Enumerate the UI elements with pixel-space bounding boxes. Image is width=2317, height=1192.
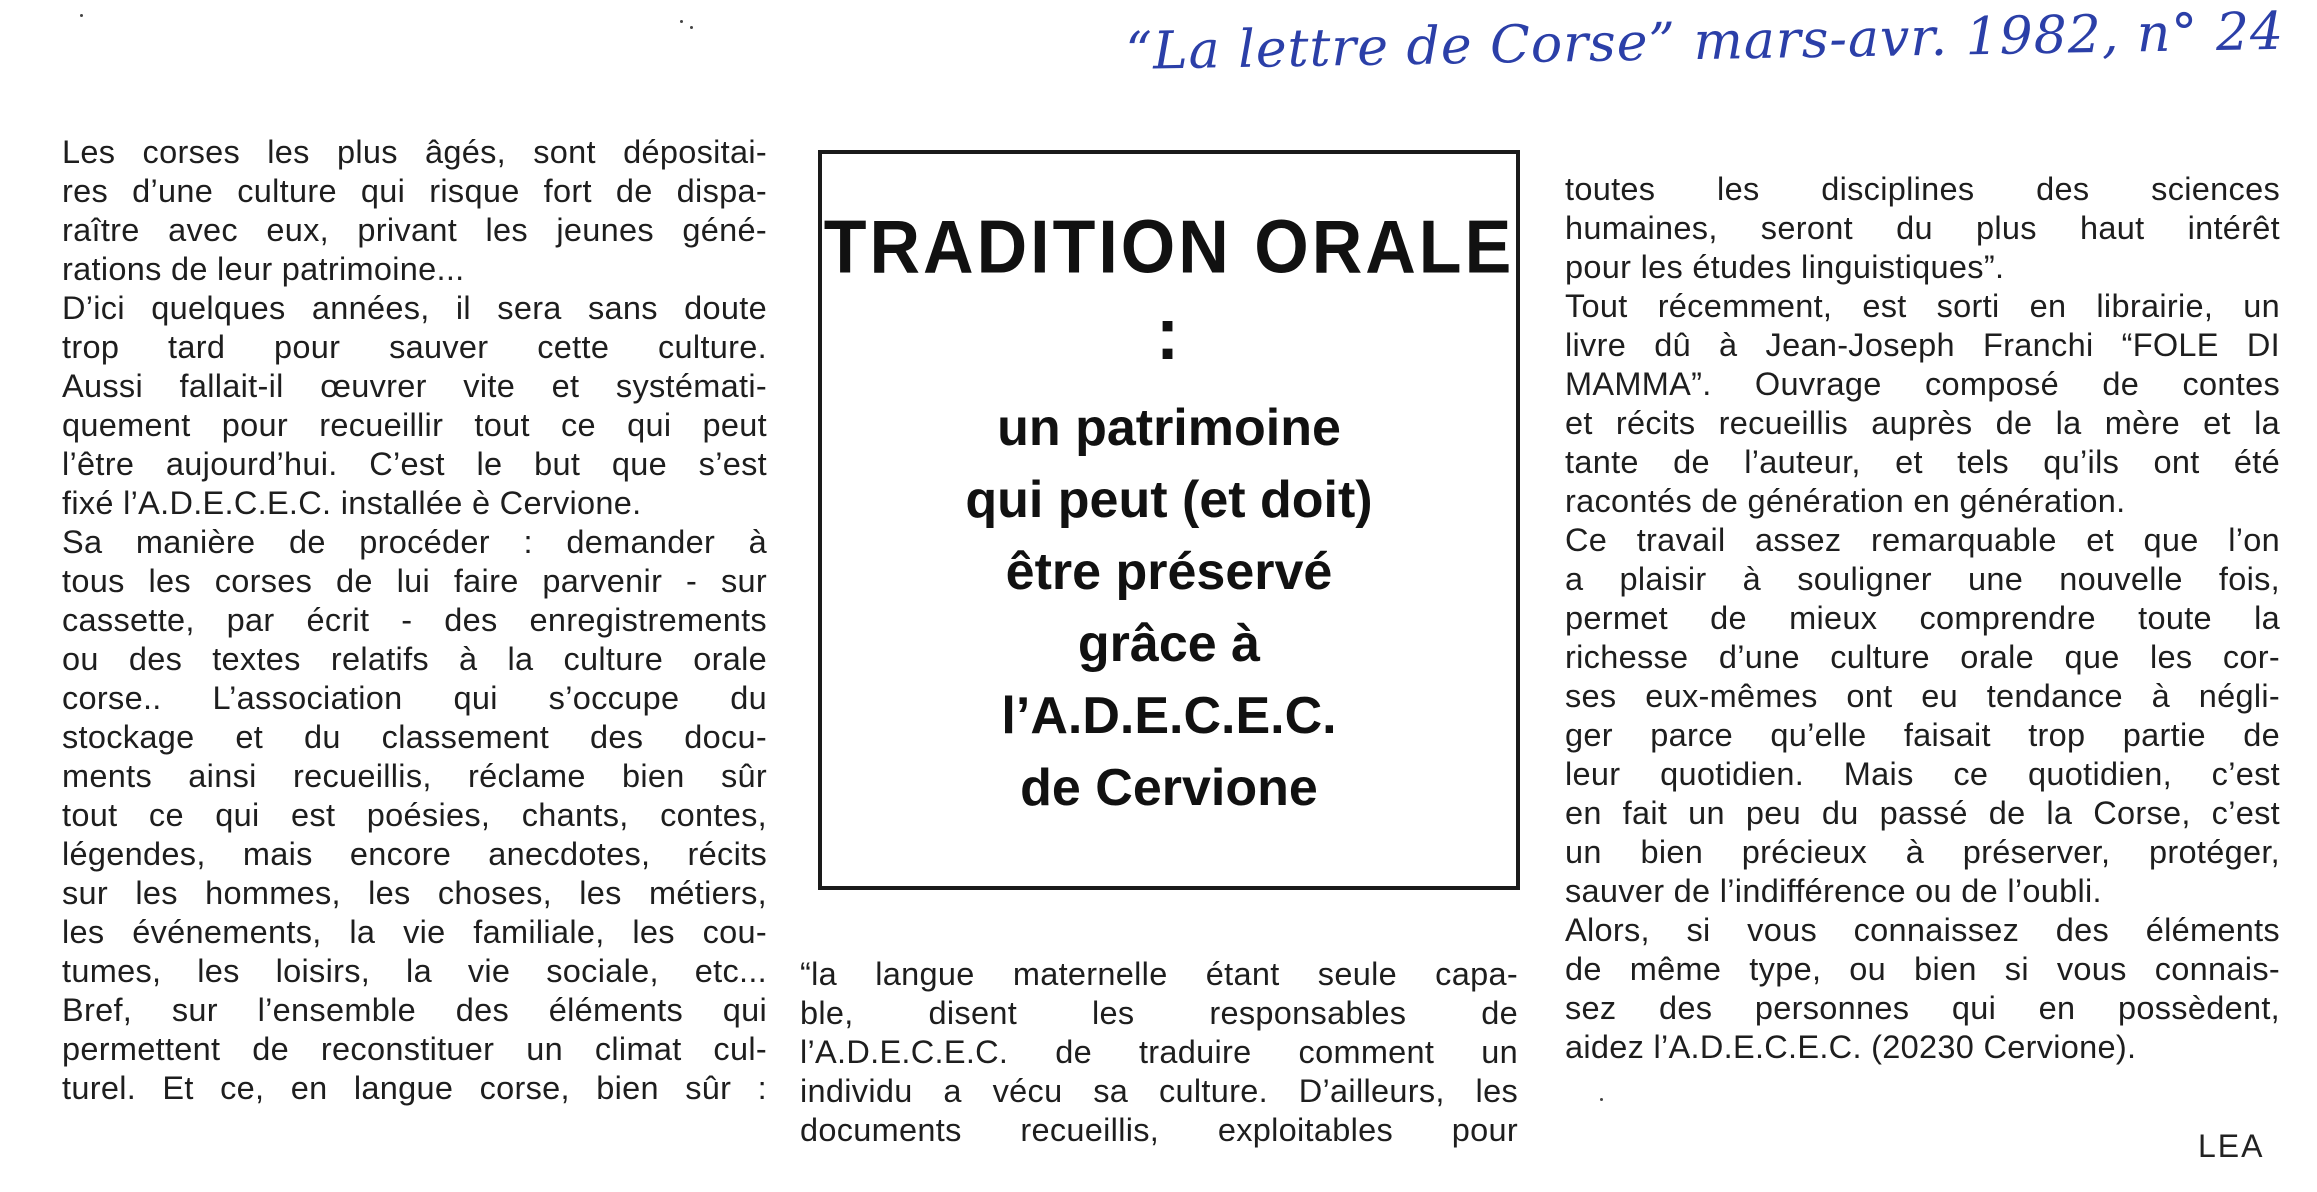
text-line: ses eux-mêmes ont eu tendance à négli- [1565,678,2280,714]
text-line: ble, disent les responsables de [800,995,1518,1031]
subtitle-line: l’A.D.E.C.E.C. [1001,687,1337,745]
text-line: documents recueillis, exploitables pour [800,1112,1518,1148]
text-line: ments ainsi recueillis, réclame bien sûr [62,758,767,794]
text-line: livre dû à Jean-Joseph Franchi “FOLE DI [1565,327,2280,363]
text-line: a plaisir à souligner une nouvelle fois, [1565,561,2280,597]
text-line: Alors, si vous connaissez des éléments [1565,912,2280,948]
text-line: permet de mieux comprendre toute la [1565,600,2280,636]
text-line: sur les hommes, les choses, les métiers, [62,875,767,911]
text-line: l’A.D.E.C.E.C. de traduire comment un [800,1034,1518,1070]
text-line: cassette, par écrit - des enregistrements [62,602,767,638]
text-line: aidez l’A.D.E.C.E.C. (20230 Cervione). [1565,1029,2137,1065]
text-line: en fait un peu du passé de la Corse, c’est [1565,795,2280,831]
author-signature: LEA [2198,1128,2265,1164]
text-line: raître avec eux, privant les jeunes géné- [62,212,767,248]
text-line: fixé l’A.D.E.C.E.C. installée è Cervione. [62,485,642,521]
text-line: légendes, mais encore anecdotes, récits [62,836,767,872]
text-line: Les corses les plus âgés, sont dépositai- [62,134,767,170]
text-line: permettent de reconstituer un climat cul- [62,1031,767,1067]
text-line: tumes, les loisirs, la vie sociale, etc... [62,953,767,989]
text-line: humaines, seront du plus haut intérêt [1565,210,2280,246]
text-line: individu a vécu sa culture. D’ailleurs, les [800,1073,1518,1109]
text-line: stockage et du classement des docu- [62,719,767,755]
text-line: Ce travail assez remarquable et que l’on [1565,522,2280,558]
text-line: Sa manière de procéder : demander à [62,524,767,560]
scan-speck [80,14,83,17]
text-line: “la langue maternelle étant seule capa- [800,956,1518,992]
scan-speck [690,26,693,29]
article-column-left [62,133,767,1108]
text-line: leur quotidien. Mais ce quotidien, c’est [1565,756,2280,792]
text-line: pour les études linguistiques”. [1565,249,2005,285]
subtitle-line: un patrimoine [997,399,1341,457]
subtitle-line: qui peut (et doit) [965,471,1373,529]
headline-title: TRADITION ORALE : [823,204,1515,376]
text-line: richesse d’une culture orale que les cor- [1565,639,2280,675]
text-line: les événements, la vie familiale, les cou- [62,914,767,950]
subtitle-line: grâce à [1077,615,1261,673]
text-line: et récits recueillis auprès de la mère et la [1565,405,2280,441]
text-line: toutes les disciplines des sciences [1565,171,2280,207]
text-line: res d’une culture qui risque fort de dispa- [62,173,767,209]
text-line: turel. Et ce, en langue corse, bien sûr : [62,1070,767,1106]
text-line: tous les corses de lui faire parvenir - sur [62,563,767,599]
text-line: ger parce qu’elle faisait trop partie de [1565,717,2280,753]
subtitle-line: de Cervione [1020,759,1318,817]
handwritten-source-note: “La lettre de Corse” mars-avr. 1982, n° 24 [1125,1,2285,82]
text-line: D’ici quelques années, il sera sans doute [62,290,767,326]
text-line: Tout récemment, est sorti en librairie, un [1565,288,2280,324]
subtitle-line: être préservé [1005,543,1333,601]
text-line: sauver de l’indifférence ou de l’oubli. [1565,873,2102,909]
text-line: ou des textes relatifs à la culture orale [62,641,767,677]
scan-speck [680,20,683,23]
text-line: Aussi fallait-il œuvrer vite et systémati- [62,368,767,404]
text-line: tante de l’auteur, et tels qu’ils ont été [1565,444,2280,480]
text-line: de même type, ou bien si vous connais- [1565,951,2280,987]
text-line: Bref, sur l’ensemble des éléments qui [62,992,767,1028]
article-column-middle [800,955,1518,1150]
text-line: sez des personnes qui en possèdent, [1565,990,2280,1026]
text-line: un bien précieux à préserver, protéger, [1565,834,2280,870]
headline-box [818,150,1520,890]
text-line: trop tard pour sauver cette culture. [62,329,767,365]
article-column-right [1565,170,2280,1067]
text-line: MAMMA”. Ouvrage composé de contes [1565,366,2280,402]
headline-subtitle [822,392,1516,824]
text-line: l’être aujourd’hui. C’est le but que s’est [62,446,767,482]
text-line: racontés de génération en génération. [1565,483,2126,519]
text-line: tout ce qui est poésies, chants, contes, [62,797,767,833]
text-line: corse.. L’association qui s’occupe du [62,680,767,716]
text-line: rations de leur patrimoine... [62,251,465,287]
text-line: quement pour recueillir tout ce qui peut [62,407,767,443]
scan-speck [1600,1098,1603,1101]
